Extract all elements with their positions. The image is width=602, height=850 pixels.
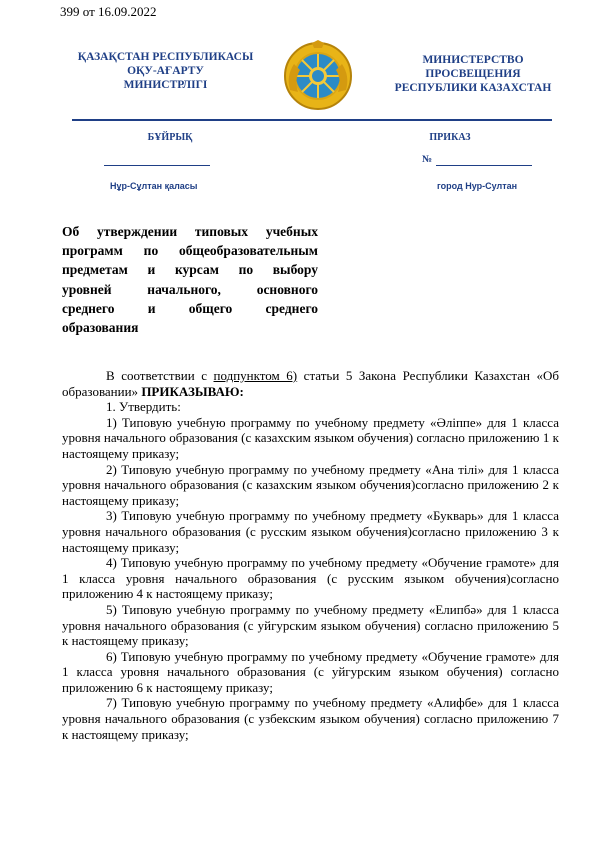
list-item: 5) Типовую учебную программу по учебному предмету «Елипбә» для 1 класса уровня начального образования (с уйгурским языком обучения) согласно приложению 5 к настоящему приказу; (62, 601, 559, 649)
city-ru: город Нур-Султан (437, 181, 518, 191)
title-line: Об утверждении типовых учебных (62, 224, 318, 239)
preamble (62, 368, 559, 399)
title-line: предметам и курсам по выбору (62, 262, 318, 278)
header-left-line: ҚАЗАҚСТАН РЕСПУБЛИКАСЫ (77, 51, 254, 63)
law-reference-link[interactable]: подпунктом 6) (213, 368, 298, 383)
header-right-line: ПРОСВЕЩЕНИЯ (425, 68, 521, 80)
header-left-line: МИНИСТРЛІГІ (123, 79, 208, 91)
document-title (62, 222, 318, 337)
preamble-text: статьи 5 Закона Республики Казахстан «Об образовании» (62, 368, 559, 399)
header-left-kz (68, 50, 263, 92)
header-divider (72, 119, 552, 121)
registration-number: 399 от 16.09.2022 (60, 4, 157, 19)
list-item: 7) Типовую учебную программу по учебному предмету «Алифбе» для 1 класса уровня начального образования (с узбекским языком обучения) согласно приложению 7 к настоящему приказу; (62, 695, 559, 742)
title-line: среднего и общего среднего (62, 300, 318, 316)
header-right-line: МИНИСТЕРСТВО (422, 54, 524, 66)
title-line: образования (62, 320, 139, 336)
order-title-kz: БҰЙРЫҚ (147, 132, 193, 143)
header-right-ru (378, 53, 568, 95)
order-title-ru: ПРИКАЗ (429, 132, 471, 143)
title-line: уровней начального, основного (62, 281, 318, 297)
city-kz: Нұр-Сұлтан қаласы (110, 181, 198, 191)
number-sign: № (422, 154, 433, 165)
preamble-text: В соответствии с (106, 368, 214, 383)
title-line: программ по общеобразовательным (62, 243, 318, 259)
header-left-line: ОҚУ-АҒАРТУ (127, 65, 204, 77)
order-keyword: ПРИКАЗЫВАЮ: (141, 383, 244, 399)
list-item: 4) Типовую учебную программу по учебному предмету «Обучение грамоте» для 1 класса уровня начального образования (с русским языком обучения)согласно приложению 4 к настоящему приказу; (62, 555, 559, 602)
state-emblem-icon (282, 40, 354, 112)
document-body (62, 368, 559, 742)
list-item: 2) Типовую учебную программу по учебному предмету «Ана тілі» для 1 класса уровня начального образования (с казахским языком обучения)согласно приложению 2 к настоящему приказу; (62, 461, 559, 508)
number-blank-line (436, 165, 532, 166)
date-blank-line (104, 165, 210, 166)
list-item: 6) Типовую учебную программу по учебному предмету «Обучение грамоте» для 1 класса уровня начального образования (с уйгурским языком обучения) согласно приложению 6 к настоящему приказу; (62, 648, 559, 695)
list-item: 3) Типовую учебную программу по учебному предмету «Букварь» для 1 класса уровня начального образования (с русским языком обучения)согласно приложению 3 к настоящему приказу; (62, 508, 559, 555)
list-item: 1. Утвердить: (106, 399, 181, 415)
list-item: 1) Типовую учебную программу по учебному предмету «Әліппе» для 1 класса уровня начального образования (с казахским языком обучения) согласно приложению 1 к настоящему приказу; (62, 414, 559, 461)
header-right-line: РЕСПУБЛИКИ КАЗАХСТАН (394, 82, 552, 94)
